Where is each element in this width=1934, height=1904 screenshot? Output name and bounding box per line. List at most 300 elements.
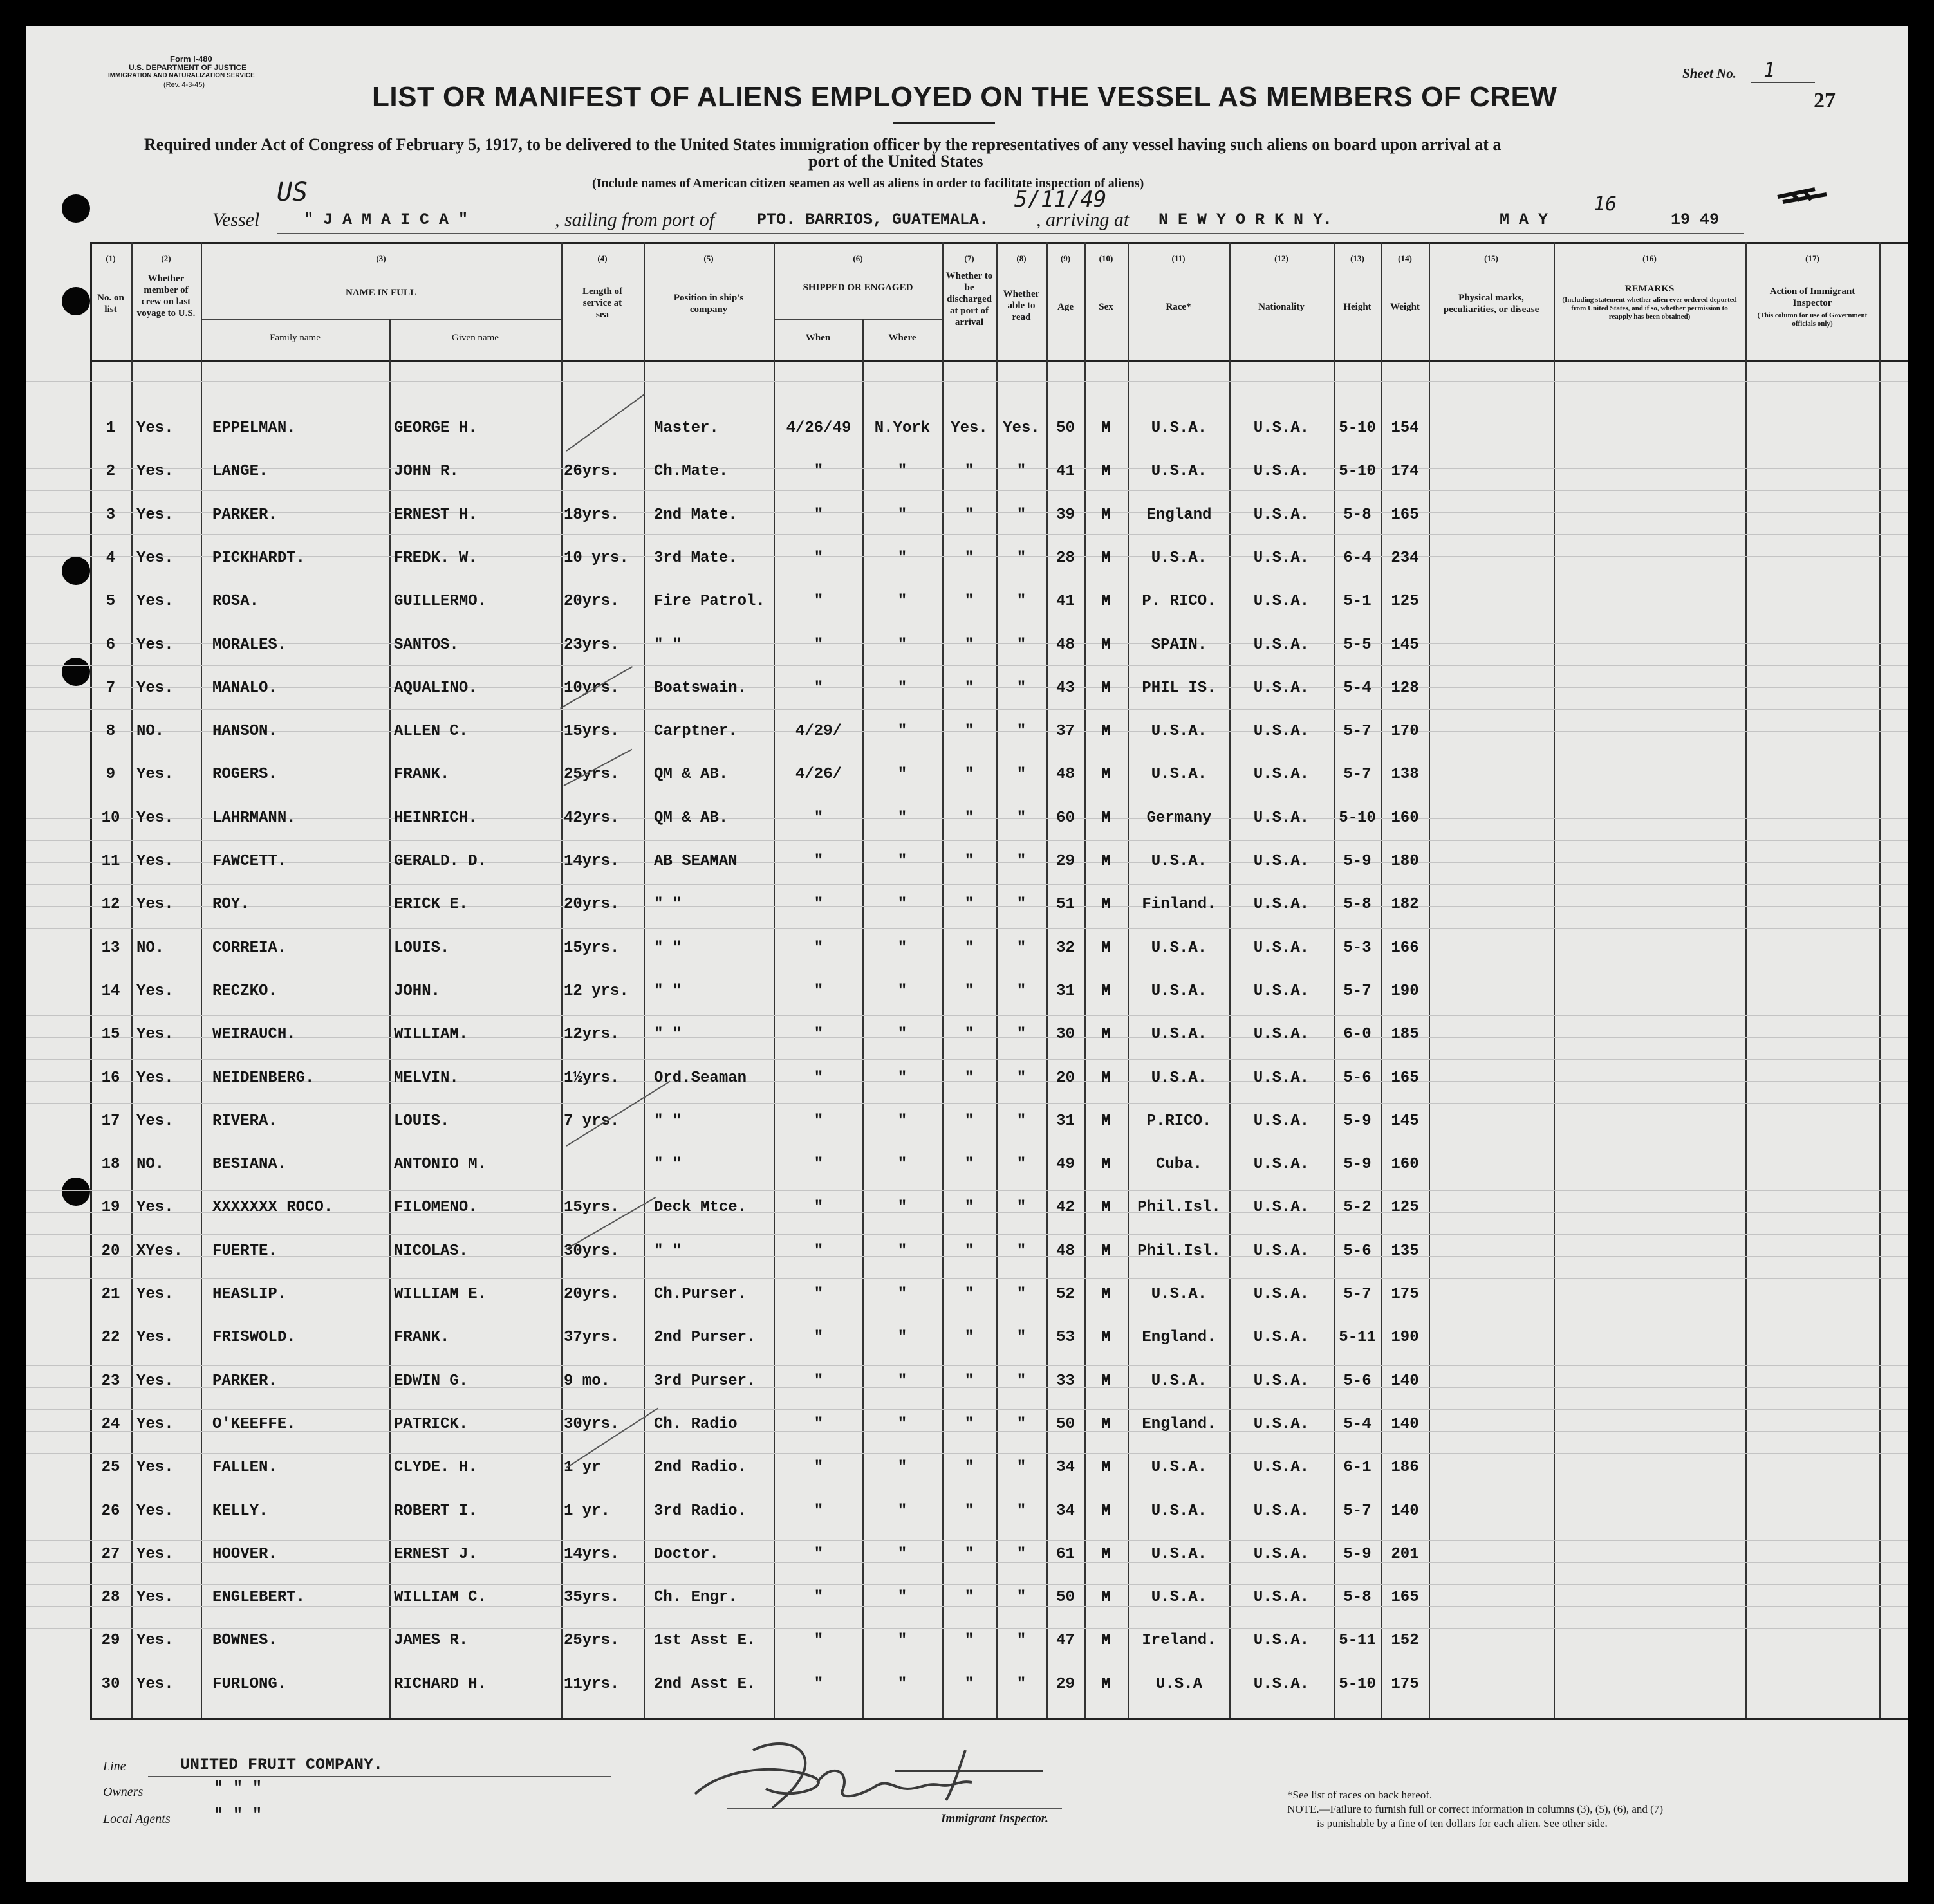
- sex-cell: M: [1101, 983, 1111, 1000]
- nationality-cell: U.S.A.: [1253, 463, 1310, 480]
- race-cell: England.: [1142, 1329, 1216, 1346]
- shipped-where-cell: ": [897, 1632, 907, 1649]
- able-to-read-cell: ": [1016, 1459, 1027, 1476]
- shipped-when-cell: ": [814, 1589, 824, 1606]
- table-row: [26, 755, 1908, 794]
- discharged-cell: ": [964, 1069, 974, 1087]
- table-row: [26, 1059, 1908, 1098]
- sex-cell: M: [1101, 420, 1111, 437]
- position-cell: Ch.Purser.: [654, 1286, 747, 1303]
- height-cell: 5-7: [1343, 723, 1371, 740]
- shipped-when-cell: ": [814, 679, 824, 697]
- sex-cell: M: [1101, 1286, 1111, 1303]
- length-of-service-cell: 25yrs.: [564, 766, 620, 783]
- length-of-service-cell: 15yrs.: [564, 723, 620, 740]
- family-name-cell: FRISWOLD.: [212, 1329, 296, 1346]
- age-cell: 29: [1056, 1676, 1075, 1693]
- ledger-rule: [26, 381, 1908, 382]
- table-row: [26, 1405, 1908, 1444]
- header-remarks-note: (Including statement whether alien ever ordered deported from United States, and if so, whether permission to reapply has been obtained): [1562, 296, 1737, 320]
- able-to-read-cell: ": [1016, 1589, 1027, 1606]
- able-to-read-cell: ": [1016, 1632, 1027, 1649]
- family-name-cell: HANSON.: [212, 723, 277, 740]
- able-to-read-cell: ": [1016, 1502, 1027, 1520]
- able-to-read-cell: Yes.: [1003, 420, 1040, 437]
- line-value: UNITED FRUIT COMPANY.: [180, 1755, 384, 1774]
- table-row: [26, 1232, 1908, 1271]
- discharged-cell: ": [964, 1632, 974, 1649]
- table-row: [26, 669, 1908, 708]
- shipped-where-cell: ": [897, 1589, 907, 1606]
- age-cell: 60: [1056, 809, 1075, 827]
- length-of-service-cell: 10yrs.: [564, 679, 620, 697]
- age-cell: 43: [1056, 679, 1075, 697]
- age-cell: 34: [1056, 1502, 1075, 1520]
- nationality-cell: U.S.A.: [1253, 1069, 1310, 1087]
- age-cell: 30: [1056, 1026, 1075, 1043]
- col-num-2: (2): [161, 254, 171, 263]
- given-name-cell: WILLIAM.: [394, 1026, 469, 1043]
- discharged-cell: ": [964, 1199, 974, 1216]
- age-cell: 41: [1056, 593, 1075, 610]
- race-cell: PHIL IS.: [1142, 679, 1216, 697]
- table-row: [26, 1665, 1908, 1704]
- shipped-when-cell: ": [814, 550, 824, 567]
- age-cell: 48: [1056, 1243, 1075, 1260]
- col-num-14: (14): [1398, 254, 1412, 263]
- crew-last-voyage-cell: XYes.: [136, 1243, 183, 1260]
- col-num-4: (4): [597, 254, 608, 263]
- shipped-when-cell: ": [814, 636, 824, 654]
- shipped-where-cell: ": [897, 1416, 907, 1433]
- race-cell: U.S.A.: [1151, 1026, 1207, 1043]
- sheet-number-line: [1751, 82, 1815, 83]
- vessel-name: " J A M A I C A ": [304, 210, 469, 229]
- weight-cell: 145: [1391, 1113, 1419, 1130]
- height-cell: 5-7: [1343, 1502, 1371, 1520]
- ledger-rule: [26, 840, 1908, 841]
- header-height: Height: [1343, 302, 1371, 312]
- length-of-service-cell: 12yrs.: [564, 1026, 620, 1043]
- list-number-cell: 2: [106, 463, 116, 480]
- shipped-where-cell: ": [897, 939, 907, 957]
- shipped-when-cell: 4/26/49: [786, 420, 851, 437]
- shipped-where-cell: ": [897, 1502, 907, 1520]
- length-of-service-cell: 12 yrs.: [564, 983, 629, 1000]
- crew-last-voyage-cell: Yes.: [136, 1416, 174, 1433]
- form-department: U.S. DEPARTMENT OF JUSTICE: [129, 63, 247, 72]
- nationality-cell: U.S.A.: [1253, 679, 1310, 697]
- shipped-when-cell: ": [814, 1069, 824, 1087]
- crew-last-voyage-cell: Yes.: [136, 1676, 174, 1693]
- discharged-cell: ": [964, 636, 974, 654]
- sheet-number: 1: [1763, 59, 1776, 82]
- age-cell: 50: [1056, 1416, 1075, 1433]
- crew-last-voyage-cell: Yes.: [136, 1632, 174, 1649]
- header-action-inspector: Action of Immigrant Inspector: [1769, 286, 1855, 308]
- table-row: [26, 452, 1908, 491]
- vessel-us-mark: US: [277, 178, 308, 207]
- age-cell: 42: [1056, 1199, 1075, 1216]
- able-to-read-cell: ": [1016, 463, 1027, 480]
- race-cell: U.S.A.: [1151, 1589, 1207, 1606]
- table-row: [26, 496, 1908, 535]
- list-number-cell: 26: [101, 1502, 120, 1520]
- position-cell: " ": [654, 1243, 682, 1260]
- table-row: [26, 842, 1908, 881]
- sex-cell: M: [1101, 809, 1111, 827]
- height-cell: 5-11: [1339, 1632, 1376, 1649]
- sex-cell: M: [1101, 506, 1111, 524]
- family-name-cell: LAHRMANN.: [212, 809, 296, 827]
- shipped-where-cell: N.York: [874, 420, 931, 437]
- able-to-read-cell: ": [1016, 1546, 1027, 1563]
- race-cell: SPAIN.: [1151, 636, 1207, 654]
- nationality-cell: U.S.A.: [1253, 896, 1310, 913]
- discharged-cell: ": [964, 983, 974, 1000]
- weight-cell: 160: [1391, 1156, 1419, 1173]
- length-of-service-cell: 7 yrs.: [564, 1113, 620, 1130]
- sex-cell: M: [1101, 1459, 1111, 1476]
- shipped-when-cell: ": [814, 593, 824, 610]
- able-to-read-cell: ": [1016, 1199, 1027, 1216]
- table-row: [26, 1492, 1908, 1531]
- list-number-cell: 14: [101, 983, 120, 1000]
- position-cell: " ": [654, 983, 682, 1000]
- form-title: LIST OR MANIFEST OF ALIENS EMPLOYED ON THE VESSEL AS MEMBERS OF CREW: [372, 81, 1557, 113]
- weight-cell: 160: [1391, 809, 1419, 827]
- discharged-cell: ": [964, 896, 974, 913]
- race-cell: U.S.A.: [1151, 939, 1207, 957]
- crew-last-voyage-cell: Yes.: [136, 506, 174, 524]
- length-of-service-cell: 30yrs.: [564, 1243, 620, 1260]
- position-cell: Master.: [654, 420, 719, 437]
- shipped-when-cell: ": [814, 1243, 824, 1260]
- header-given-name: Given name: [452, 333, 499, 343]
- shipped-when-cell: ": [814, 896, 824, 913]
- nationality-cell: U.S.A.: [1253, 1156, 1310, 1173]
- crew-last-voyage-cell: Yes.: [136, 766, 174, 783]
- able-to-read-cell: ": [1016, 1676, 1027, 1693]
- shipped-when-cell: 4/29/: [795, 723, 842, 740]
- shipped-where-cell: ": [897, 723, 907, 740]
- footer-note-other-side: is punishable by a fine of ten dollars for each alien. See other side.: [1317, 1817, 1608, 1829]
- length-of-service-cell: 9 mo.: [564, 1373, 611, 1390]
- nationality-cell: U.S.A.: [1253, 1113, 1310, 1130]
- age-cell: 51: [1056, 896, 1075, 913]
- shipped-when-cell: ": [814, 1373, 824, 1390]
- race-cell: U.S.A.: [1151, 1286, 1207, 1303]
- discharged-cell: ": [964, 506, 974, 524]
- height-cell: 5-10: [1339, 420, 1376, 437]
- length-of-service-cell: 20yrs.: [564, 593, 620, 610]
- able-to-read-cell: ": [1016, 1329, 1027, 1346]
- shipped-when-cell: ": [814, 939, 824, 957]
- form-service: IMMIGRATION AND NATURALIZATION SERVICE: [108, 72, 255, 79]
- crew-last-voyage-cell: Yes.: [136, 1199, 174, 1216]
- inspector-signature: [682, 1724, 1055, 1815]
- crew-last-voyage-cell: Yes.: [136, 636, 174, 654]
- shipped-when-cell: ": [814, 506, 824, 524]
- agents-label: Local Agents: [103, 1812, 171, 1826]
- sex-cell: M: [1101, 550, 1111, 567]
- weight-cell: 166: [1391, 939, 1419, 957]
- family-name-cell: PARKER.: [212, 1373, 277, 1390]
- weight-cell: 138: [1391, 766, 1419, 783]
- nationality-cell: U.S.A.: [1253, 1459, 1310, 1476]
- line-label: Line: [103, 1759, 126, 1773]
- header-where: Where: [888, 333, 916, 343]
- form-subtitle-1: Required under Act of Congress of February 5, 1917, to be delivered to the United States immigration officer by the representatives of any vessel having such aliens on board upon arrival at a: [144, 135, 1502, 154]
- discharged-cell: Yes.: [951, 420, 988, 437]
- col-num-10: (10): [1099, 254, 1113, 263]
- table-row: [26, 1102, 1908, 1141]
- stamp-mark: [1776, 185, 1829, 207]
- shipped-where-cell: ": [897, 463, 907, 480]
- family-name-cell: O'KEEFFE.: [212, 1416, 296, 1433]
- punch-hole: [62, 287, 90, 315]
- header-able-to-read: Whether able to read: [1003, 289, 1040, 322]
- position-cell: Deck Mtce.: [654, 1199, 747, 1216]
- height-cell: 5-1: [1343, 593, 1371, 610]
- nationality-cell: U.S.A.: [1253, 723, 1310, 740]
- discharged-cell: ": [964, 1459, 974, 1476]
- sex-cell: M: [1101, 1069, 1111, 1087]
- col-num-6: (6): [853, 254, 863, 263]
- length-of-service-cell: [564, 1145, 644, 1184]
- family-name-cell: NEIDENBERG.: [212, 1069, 315, 1087]
- race-cell: U.S.A.: [1151, 983, 1207, 1000]
- crew-last-voyage-cell: NO.: [136, 939, 165, 957]
- age-cell: 53: [1056, 1329, 1075, 1346]
- race-cell: Phil.Isl.: [1137, 1199, 1221, 1216]
- able-to-read-cell: ": [1016, 853, 1027, 870]
- race-cell: U.S.A.: [1151, 766, 1207, 783]
- header-action-note: (This column for use of Government officials only): [1757, 311, 1868, 328]
- position-cell: 3rd Radio.: [654, 1502, 747, 1520]
- discharged-cell: ": [964, 809, 974, 827]
- race-cell: U.S.A.: [1151, 1502, 1207, 1520]
- position-cell: Ord.Seaman: [654, 1069, 747, 1087]
- table-row: [26, 539, 1908, 578]
- family-name-cell: CORREIA.: [212, 939, 287, 957]
- sex-cell: M: [1101, 636, 1111, 654]
- given-name-cell: FRANK.: [394, 766, 450, 783]
- given-name-cell: FREDK. W.: [394, 550, 478, 567]
- given-name-cell: AQUALINO.: [394, 679, 478, 697]
- height-cell: 5-8: [1343, 896, 1371, 913]
- crew-last-voyage-cell: Yes.: [136, 853, 174, 870]
- col-num-17: (17): [1805, 254, 1819, 263]
- agents-value: " " ": [214, 1806, 263, 1824]
- crew-last-voyage-cell: Yes.: [136, 420, 174, 437]
- race-cell: U.S.A.: [1151, 463, 1207, 480]
- family-name-cell: ROY.: [212, 896, 250, 913]
- race-cell: U.S.A.: [1151, 1373, 1207, 1390]
- given-name-cell: LOUIS.: [394, 939, 450, 957]
- table-row: [26, 1275, 1908, 1314]
- family-name-cell: PARKER.: [212, 506, 277, 524]
- length-of-service-cell: [564, 409, 644, 448]
- given-name-cell: NICOLAS.: [394, 1243, 469, 1260]
- shipped-where-cell: ": [897, 983, 907, 1000]
- age-cell: 52: [1056, 1286, 1075, 1303]
- age-cell: 33: [1056, 1373, 1075, 1390]
- age-cell: 31: [1056, 983, 1075, 1000]
- nationality-cell: U.S.A.: [1253, 593, 1310, 610]
- sex-cell: M: [1101, 1502, 1111, 1520]
- shipped-where-cell: ": [897, 809, 907, 827]
- shipped-when-cell: ": [814, 1676, 824, 1693]
- race-cell: U.S.A.: [1151, 550, 1207, 567]
- list-number-cell: 16: [101, 1069, 120, 1087]
- crew-last-voyage-cell: Yes.: [136, 1069, 174, 1087]
- height-cell: 5-8: [1343, 1589, 1371, 1606]
- sex-cell: M: [1101, 1632, 1111, 1649]
- weight-cell: 201: [1391, 1546, 1419, 1563]
- position-cell: 2nd Purser.: [654, 1329, 756, 1346]
- header-inner-rule-name: [201, 319, 561, 320]
- length-of-service-cell: 14yrs.: [564, 1546, 620, 1563]
- shipped-where-cell: ": [897, 1676, 907, 1693]
- weight-cell: 145: [1391, 636, 1419, 654]
- sex-cell: M: [1101, 1156, 1111, 1173]
- list-number-cell: 15: [101, 1026, 120, 1043]
- race-cell: P.RICO.: [1146, 1113, 1212, 1130]
- list-number-cell: 29: [101, 1632, 120, 1649]
- shipped-where-cell: ": [897, 636, 907, 654]
- table-row: [26, 799, 1908, 838]
- given-name-cell: GEORGE H.: [394, 420, 478, 437]
- sex-cell: M: [1101, 766, 1111, 783]
- length-of-service-cell: 11yrs.: [564, 1676, 620, 1693]
- header-inner-rule-shipped: [774, 319, 942, 320]
- col-num-13: (13): [1350, 254, 1364, 263]
- crew-last-voyage-cell: Yes.: [136, 983, 174, 1000]
- discharged-cell: ": [964, 1676, 974, 1693]
- nationality-cell: U.S.A.: [1253, 550, 1310, 567]
- age-cell: 48: [1056, 636, 1075, 654]
- length-of-service-cell: 30yrs.: [564, 1416, 620, 1433]
- able-to-read-cell: ": [1016, 1156, 1027, 1173]
- position-cell: 2nd Radio.: [654, 1459, 747, 1476]
- position-cell: 2nd Mate.: [654, 506, 738, 524]
- discharged-cell: ": [964, 1026, 974, 1043]
- discharged-cell: ": [964, 1373, 974, 1390]
- header-when: When: [805, 333, 831, 343]
- height-cell: 5-5: [1343, 636, 1371, 654]
- position-cell: 2nd Asst E.: [654, 1676, 756, 1693]
- given-name-cell: GERALD. D.: [394, 853, 487, 870]
- length-of-service-cell: 15yrs.: [564, 1199, 620, 1216]
- crew-last-voyage-cell: Yes.: [136, 1286, 174, 1303]
- nationality-cell: U.S.A.: [1253, 853, 1310, 870]
- height-cell: 5-2: [1343, 1199, 1371, 1216]
- nationality-cell: U.S.A.: [1253, 1329, 1310, 1346]
- age-cell: 29: [1056, 853, 1075, 870]
- family-name-cell: ENGLEBERT.: [212, 1589, 306, 1606]
- age-cell: 32: [1056, 939, 1075, 957]
- shipped-where-cell: ": [897, 766, 907, 783]
- list-number-cell: 13: [101, 939, 120, 957]
- able-to-read-cell: ": [1016, 1026, 1027, 1043]
- vessel-underline: [277, 233, 1744, 234]
- list-number-cell: 12: [101, 896, 120, 913]
- race-cell: U.S.A.: [1151, 853, 1207, 870]
- position-cell: " ": [654, 896, 682, 913]
- page-number: 27: [1814, 89, 1836, 113]
- given-name-cell: MELVIN.: [394, 1069, 459, 1087]
- nationality-cell: U.S.A.: [1253, 420, 1310, 437]
- discharged-cell: ": [964, 1243, 974, 1260]
- line-underline: [148, 1776, 611, 1777]
- given-name-cell: ERICK E.: [394, 896, 469, 913]
- discharged-cell: ": [964, 550, 974, 567]
- height-cell: 5-4: [1343, 679, 1371, 697]
- shipped-where-cell: ": [897, 1026, 907, 1043]
- owners-label: Owners: [103, 1785, 144, 1799]
- able-to-read-cell: ": [1016, 766, 1027, 783]
- height-cell: 5-7: [1343, 983, 1371, 1000]
- weight-cell: 125: [1391, 1199, 1419, 1216]
- table-row: [26, 409, 1908, 448]
- header-shipped-engaged: SHIPPED OR ENGAGED: [803, 282, 913, 293]
- able-to-read-cell: ": [1016, 1243, 1027, 1260]
- sex-cell: M: [1101, 1026, 1111, 1043]
- race-cell: U.S.A: [1155, 1676, 1202, 1693]
- arrival-month: M A Y: [1500, 210, 1548, 229]
- discharged-cell: ": [964, 853, 974, 870]
- nationality-cell: U.S.A.: [1253, 636, 1310, 654]
- shipped-where-cell: ": [897, 1113, 907, 1130]
- able-to-read-cell: ": [1016, 593, 1027, 610]
- title-underline: [893, 122, 995, 124]
- length-of-service-cell: 26yrs.: [564, 463, 620, 480]
- discharged-cell: ": [964, 1416, 974, 1433]
- able-to-read-cell: ": [1016, 939, 1027, 957]
- shipped-where-cell: ": [897, 1243, 907, 1260]
- table-row: [26, 1448, 1908, 1487]
- shipped-when-cell: ": [814, 1286, 824, 1303]
- table-row: [26, 1362, 1908, 1401]
- age-cell: 50: [1056, 420, 1075, 437]
- shipped-when-cell: ": [814, 1156, 824, 1173]
- height-cell: 5-8: [1343, 506, 1371, 524]
- list-number-cell: 27: [101, 1546, 120, 1563]
- footer-note-races: *See list of races on back hereof.: [1287, 1789, 1433, 1801]
- ledger-rule: [26, 709, 1908, 710]
- given-name-cell: JAMES R.: [394, 1632, 469, 1649]
- height-cell: 5-6: [1343, 1373, 1371, 1390]
- nationality-cell: U.S.A.: [1253, 983, 1310, 1000]
- sex-cell: M: [1101, 1199, 1111, 1216]
- race-cell: U.S.A.: [1151, 1069, 1207, 1087]
- form-number: Form I-480: [170, 54, 212, 64]
- race-cell: Phil.Isl.: [1137, 1243, 1221, 1260]
- crew-last-voyage-cell: Yes.: [136, 896, 174, 913]
- race-cell: Ireland.: [1142, 1632, 1216, 1649]
- shipped-where-cell: ": [897, 506, 907, 524]
- crew-last-voyage-cell: Yes.: [136, 679, 174, 697]
- family-name-cell: ROGERS.: [212, 766, 277, 783]
- list-number-cell: 25: [101, 1459, 120, 1476]
- shipped-when-cell: ": [814, 1632, 824, 1649]
- list-number-cell: 11: [101, 853, 120, 870]
- family-name-cell: XXXXXXX ROCO.: [212, 1199, 333, 1216]
- age-cell: 31: [1056, 1113, 1075, 1130]
- able-to-read-cell: ": [1016, 550, 1027, 567]
- table-row: [26, 1145, 1908, 1184]
